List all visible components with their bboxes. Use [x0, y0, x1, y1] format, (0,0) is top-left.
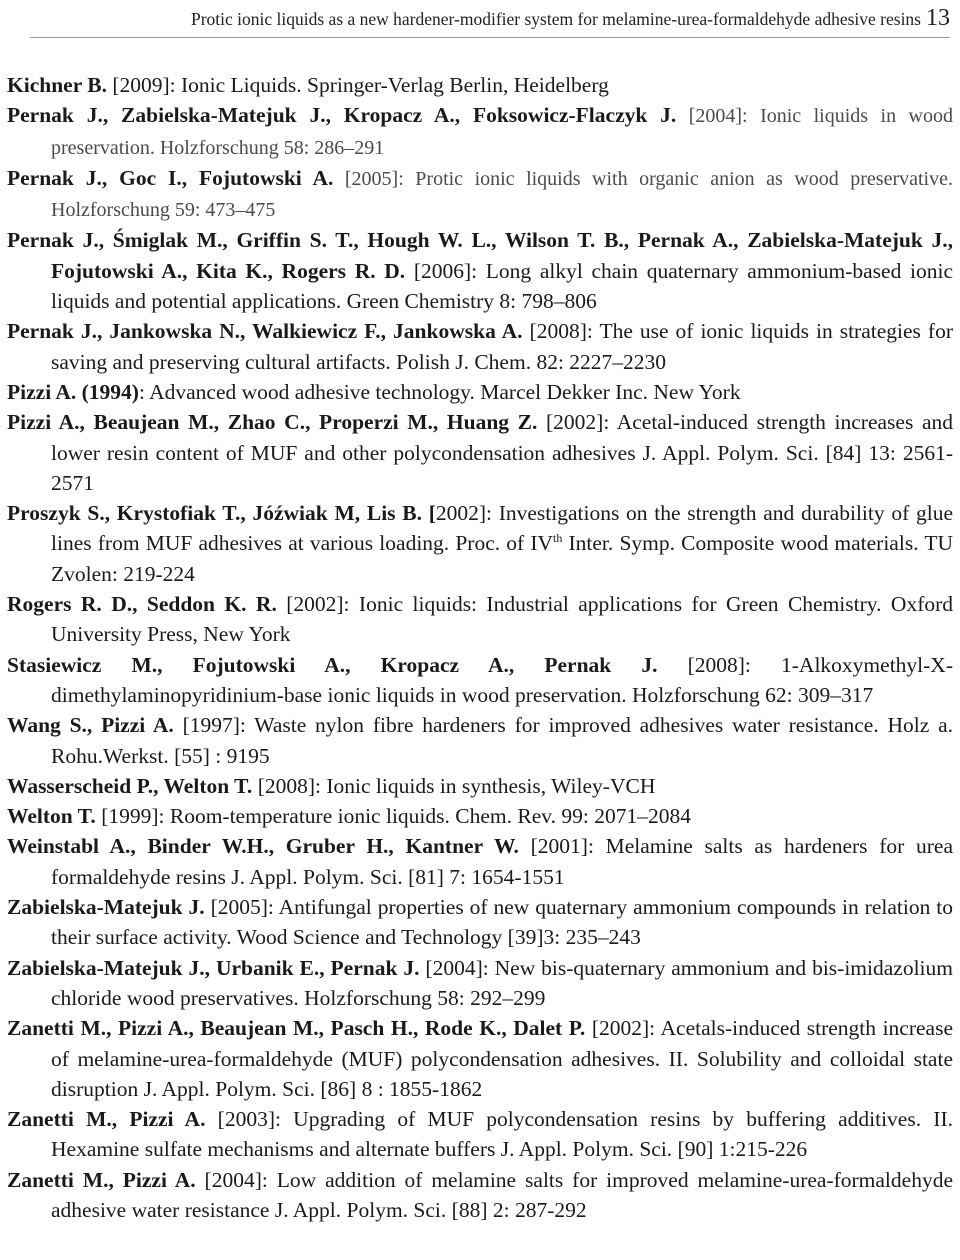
reference-entry	[7, 498, 953, 589]
running-header	[30, 0, 950, 38]
reference-details: [2008]: The use of ionic liquids in strategies for saving and preserving cultural artifacts. Polish J. Chem. 82: 2227–2230	[51, 319, 953, 374]
reference-entry	[7, 225, 953, 316]
reference-details: [2005]: Protic ionic liquids with organic anion as wood preservative. Holzforschung 59: 473–475	[51, 167, 953, 222]
reference-authors: Proszyk S., Krystofiak T., Jóźwiak M, Lis B. [	[7, 501, 436, 526]
reference-details: [2004]: New bis-quaternary ammonium and bis-imidazolium chloride wood preservatives. Holzforschung 58: 292–299	[51, 955, 953, 1010]
reference-authors: Pizzi A., Beaujean M., Zhao C., Properzi M., Huang Z.	[7, 410, 538, 435]
reference-details: [1997]: Waste nylon fibre hardeners for improved adhesives water resistance. Holz a. Rohu.Werkst. [55] : 9195	[51, 713, 954, 768]
reference-entry	[7, 70, 953, 100]
reference-authors: Weinstabl A., Binder W.H., Gruber H., Kantner W.	[7, 834, 519, 859]
reference-details: [2005]: Antifungal properties of new quaternary ammonium compounds in relation to their surface activity. Wood Science and Technology [39]3: 235–243	[51, 895, 953, 950]
reference-authors: Zanetti M., Pizzi A., Beaujean M., Pasch H., Rode K., Dalet P.	[7, 1016, 586, 1041]
reference-entry	[7, 710, 953, 771]
reference-entry	[7, 801, 953, 831]
reference-details: [2008]: 1-Alkoxymethyl-X-dimethylaminopyridinium-base ionic liquids in wood preservation. Holzforschung 62: 309–317	[51, 652, 953, 707]
reference-authors: Pernak J., Goc I., Fojutowski A.	[7, 165, 334, 190]
reference-details: [2002]: Acetals-induced strength increase of melamine-urea-formaldehyde (MUF) polycondensation adhesives. II. Solubility and colloidal state disruption J. Appl. Polym. Sci. [86] 8 : 1855-1862	[51, 1016, 953, 1101]
reference-details: [2009]: Ionic Liquids. Springer-Verlag Berlin, Heidelberg	[106, 73, 609, 97]
reference-authors: Wasserscheid P., Welton T.	[7, 773, 253, 798]
reference-entry	[7, 1104, 953, 1165]
reference-authors: Pernak J., Zabielska-Matejuk J., Kropacz A., Foksowicz-Flaczyk J.	[7, 103, 677, 128]
reference-details-cont: Inter. Symp. Composite wood materials. TU Zvolen: 219-224	[51, 531, 953, 586]
reference-entry	[7, 650, 953, 711]
reference-authors: Pernak J., Śmiglak M., Griffin S. T., Hough W. L., Wilson T. B., Pernak A., Zabielska-Matejuk J., Fojutowski A., Kita K., Rogers R. D.	[7, 228, 953, 283]
running-title: Protic ionic liquids as a new hardener-modifier system for melamine-urea-formaldehyde adhesive resins	[190, 9, 921, 29]
reference-entry	[7, 377, 953, 407]
reference-entry	[7, 1013, 953, 1104]
reference-details: [2006]: Long alkyl chain quaternary ammonium-based ionic liquids and potential applications. Green Chemistry 8: 798–806	[51, 258, 953, 314]
reference-list	[7, 70, 953, 1225]
reference-authors: Welton T.	[7, 804, 96, 829]
reference-authors: Rogers R. D., Seddon K. R.	[7, 592, 277, 617]
reference-entry	[7, 316, 953, 377]
reference-entry	[7, 163, 953, 226]
reference-entry	[7, 407, 953, 498]
reference-entry	[7, 100, 953, 163]
reference-details: [2004]: Ionic liquids in wood preservation. Holzforschung 58: 286–291	[51, 105, 953, 159]
reference-details: [2003]: Upgrading of MUF polycondensation resins by buffering additives. II. Hexamine sulfate mechanisms and alternate buffers J. Appl. Polym. Sci. [90] 1:215-226	[51, 1107, 953, 1162]
reference-authors: Pizzi A. (1994)	[7, 379, 139, 404]
reference-details: 2002]: Investigations on the strength and durability of glue lines from MUF adhesives at various loading. Proc. of IV	[51, 501, 953, 556]
reference-authors: Kichner B.	[7, 73, 107, 97]
reference-details: [2001]: Melamine salts as hardeners for urea formaldehyde resins J. Appl. Polym. Sci. [81] 7: 1654-1551	[51, 834, 953, 889]
reference-entry	[7, 831, 953, 892]
reference-authors: Wang S., Pizzi A.	[7, 713, 174, 738]
reference-details: [1999]: Room-temperature ionic liquids. Chem. Rev. 99: 2071–2084	[95, 804, 691, 829]
reference-entry	[7, 1165, 953, 1226]
reference-authors: Zabielska-Matejuk J., Urbanik E., Pernak J.	[7, 955, 420, 980]
reference-authors: Zabielska-Matejuk J.	[7, 895, 205, 920]
reference-superscript: th	[553, 531, 563, 546]
reference-entry	[7, 892, 953, 953]
reference-authors: Zanetti M., Pizzi A.	[7, 1107, 206, 1132]
reference-authors: Stasiewicz M., Fojutowski A., Kropacz A., Pernak J.	[7, 652, 658, 677]
reference-details: [2004]: Low addition of melamine salts for improved melamine-urea-formaldehyde adhesive water resistance J. Appl. Polym. Sci. [88] 2: 287-292	[51, 1167, 953, 1222]
reference-details: [2002]: Acetal-induced strength increases and lower resin content of MUF and other polycondensation adhesives J. Appl. Polym. Sci. [84] 13: 2561-2571	[51, 410, 953, 495]
reference-authors: Zanetti M., Pizzi A.	[7, 1167, 196, 1192]
reference-entry	[7, 953, 953, 1014]
reference-entry	[7, 771, 953, 801]
reference-details: [2008]: Ionic liquids in synthesis, Wiley-VCH	[252, 773, 656, 798]
reference-entry	[7, 589, 953, 650]
page-number: 13	[926, 5, 950, 31]
reference-authors: Pernak J., Jankowska N., Walkiewicz F., Jankowska A.	[7, 319, 523, 344]
reference-details: : Advanced wood adhesive technology. Marcel Dekker Inc. New York	[138, 379, 741, 404]
reference-details: [2002]: Ionic liquids: Industrial applications for Green Chemistry. Oxford University Press, New York	[51, 592, 954, 647]
